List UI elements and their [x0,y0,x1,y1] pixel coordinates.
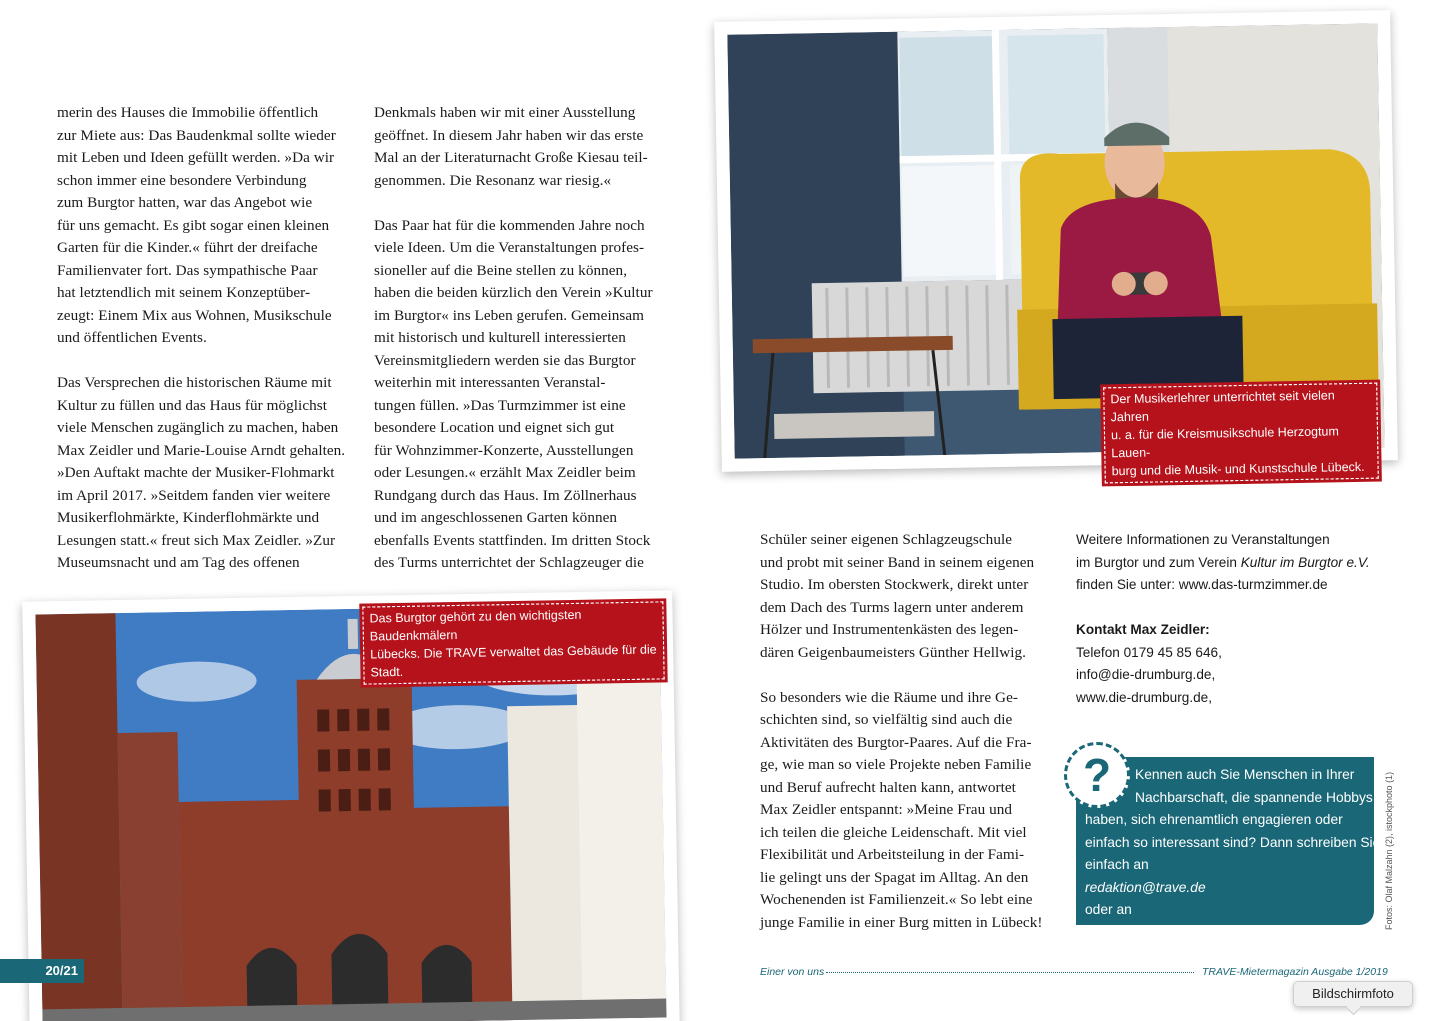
photo-caption-bottom: Das Burgtor gehört zu den wichtigsten Baudenkmälern Lübecks. Die TRAVE verwaltet das Gebäude für die Stadt. [359,598,667,687]
page-number: 20/21 [0,959,84,983]
magazine-issue-label: TRAVE-Mietermagazin Ausgabe 1/2019 [1202,966,1388,978]
question-line: Kennen auch Sie Menschen in Ihrer [1135,767,1355,782]
article-paragraph: Schüler seiner eigenen Schlagzeugschule und probt mit seiner Band in seinem eigenen Studio. Im obersten Stockwerk, direkt unter dem Dach des Turms lagern unter anderem Hölzer und Instrumentenkästen des legen- dären Geigenbaumeisters Günther Hellwig. [760,531,1035,661]
question-mark-icon: ? [1064,742,1130,808]
question-line: Falkenstraße 11, 23564 Lübeck. [1085,947,1282,962]
article-paragraph: Denkmals haben wir mit einer Ausstellung geöffnet. In diesem Jahr haben wir das erste Mal an der Literaturnacht Große Kiesau teil- genommen. Die Resonanz war riesig.« [374,104,648,189]
info-line: Weitere Informationen zu Veranstaltungen [1076,532,1330,547]
article-column-2 [374,102,679,575]
footer-divider [826,972,1194,973]
club-name: Kultur im Burgtor e.V. [1240,554,1370,570]
question-line: einfach an redaktion@trave.de oder an [1085,857,1206,917]
article-paragraph: Das Versprechen die historischen Räume mit Kultur zu füllen und das Haus für möglichst viele Menschen zugänglich zu machen, haben Max Zeidler und Marie-Louise Arndt gehalten. »Den Auftakt machte der Musiker-Flohmarkt im April 2017. »Seitdem fanden vier weitere Musikerflohmärkte, Kinderflohmärkte und Lesungen statt.« freut sich Max Zeidler. »Zur Museumsnacht und am Tag des offenen [57,374,346,571]
screenshot-tooltip: Bildschirmfoto [1293,981,1413,1007]
info-block [1076,529,1376,709]
question-line: Nachbarschaft, die spannende Hobbys [1135,789,1373,805]
article-column-1 [57,102,362,575]
article-column-3 [760,529,1065,934]
question-line: einfach so interessant sind? Dann schreiben Sie [1085,834,1381,850]
info-line: im Burgtor und zum Verein Kultur im Burgtor e.V. [1076,554,1370,570]
editorial-email[interactable]: redaktion@trave.de [1085,879,1206,895]
photo-caption-top: Der Musikerlehrer unterrichtet seit vielen Jahren u. a. für die Kreismusikschule Herzogtum Lauen- burg und die Musik- und Kunstschule Lübeck. [1100,380,1382,487]
photo-credit: Fotos: Olaf Malzahn (2), istockphoto (1) [1384,771,1394,930]
contact-phone: Telefon 0179 45 85 646, [1076,644,1222,660]
contact-title: Kontakt Max Zeidler: [1076,622,1210,637]
article-paragraph: So besonders wie die Räume und ihre Ge- schichten sind, so vielfältig sind auch die Aktivitäten des Burgtor-Paares. Auf die Fra- ge, wie man so viele Projekte neben Familie und Beruf aufrecht halten kann, antwortet Max Zeidler entspannt: »Meine Frau und ich teilen die gleiche Leidenschaft. Mit viel Flexibilität und Arbeitsteilung in der Fami- lie gelingt uns der Spagat im Alltag. An den Wochenenden ist Familienzeit.« So lebt eine junge Familie in einer Burg mitten in Lübeck! [760,688,1043,931]
info-website-line[interactable]: finden Sie unter: www.das-turmzimmer.de [1076,577,1328,592]
question-line: Grundstücks-Gesellschaft TRAVE mbH, [1085,924,1329,940]
section-label: Einer von uns [760,966,825,978]
contact-website[interactable]: www.die-drumburg.de, [1076,689,1212,705]
contact-email[interactable]: info@die-drumburg.de, [1076,667,1216,682]
article-paragraph: Das Paar hat für die kommenden Jahre noch viele Ideen. Um die Veranstaltungen profes- sioneller auf die Beine stellen zu können, haben die beiden kürzlich den Verein »Kultur im Burgtor« ins Leben gerufen. Gemeinsam mit historisch und kulturell interessierten Vereinsmitgliedern werden sie das Burgtor weiterhin mit interessanten Veranstal- tungen füllen. »Das Turmzimmer ist eine besondere Location und eignet sich gut für Wohnzimmer-Konzerte, Ausstellungen oder Lesungen.« erzählt Max Zeidler beim Rundgang durch das Haus. Im Zöllnerhaus und im angeschlossenen Garten können ebenfalls Events stattfinden. Im dritten Stock des Turms unterrichtet der Schlagzeuger die [374,216,653,571]
question-line: haben, sich ehrenamtlich engagieren oder [1085,812,1343,827]
article-paragraph: merin des Hauses die Immobilie öffentlich zur Miete aus: Das Baudenkmal sollte wieder mit Leben und Ideen gefüllt werden. »Da wir schon immer eine besondere Verbindung zum Burgtor hatten, war das Angebot wie für uns gemacht. Es gibt sogar einen kleinen Garten für die Kinder.« führt der dreifache Familienvater fort. Das sympathische Paar hat letztendlich mit seinem Konzeptüber- zeugt: Einem Mix aus Wohnen, Musikschule und öffentlichen Events. [57,104,336,346]
